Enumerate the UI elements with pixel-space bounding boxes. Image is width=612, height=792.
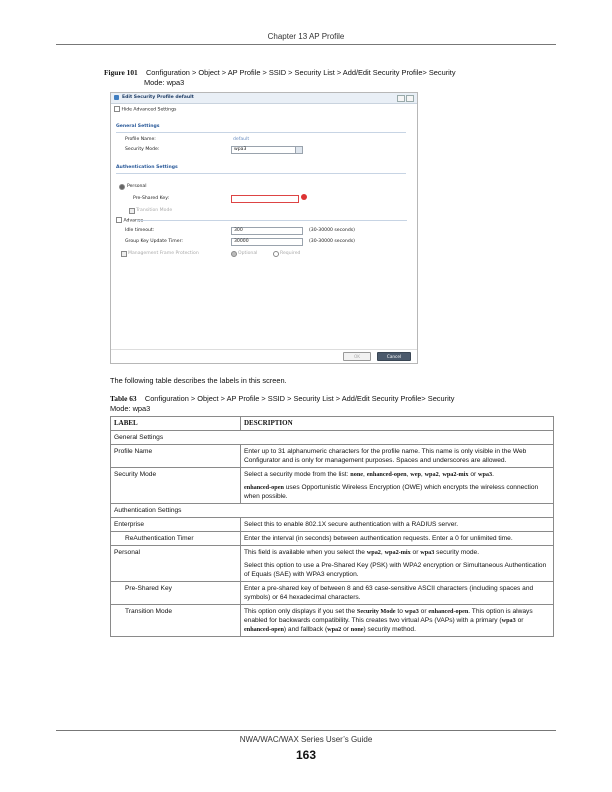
row-description: Select a security mode from the list: none, enhanced-open, wep, wpa2, wpa2-mix or wpa3. enhanced-open uses Opportunistic Wireless Encryption (OWE) which encrypts the wireless connection when possible. [241,468,554,504]
gk-timer-label: Group Key Update Timer: [125,239,183,244]
row-label: Profile Name [111,445,241,468]
personal-radio[interactable] [119,184,125,190]
auth-settings-heading: Authentication Settings [116,165,178,170]
edit-icon [114,95,119,100]
gk-timer-range: (30-30000 seconds) [309,239,355,244]
row-description: Enter a pre-shared key of between 8 and 63 case-sensitive ASCII characters (including spaces and symbols) or 64 hexadecimal characters. [241,582,554,605]
table-row [111,605,554,637]
table-row [111,582,554,605]
header-rule [56,44,556,45]
table-row [111,468,554,504]
security-mode-select[interactable]: wpa3 [231,146,303,154]
section-rule [116,132,406,133]
hide-advanced-link[interactable]: Hide Advanced Settings [114,106,176,113]
advance-toggle[interactable]: Advance [116,217,143,224]
row-label: ReAuthentication Timer [111,532,241,546]
row-description: Enter up to 31 alphanumeric characters for the profile name. This name is only visible in the Web Configurator and is only for management purposes. Spaces and underscores are allowed. [241,445,554,468]
transition-mode-label: Transition Mode [136,208,173,213]
personal-label: Personal [127,184,147,189]
table-label: Table 63 [110,394,137,403]
intro-text: The following table describes the labels in this screen. [110,376,287,385]
transition-mode-checkbox[interactable] [129,208,135,214]
security-mode-label: Security Mode: [125,147,160,152]
dialog-title: Edit Security Profile default [122,95,194,100]
error-icon [301,194,307,200]
table-header-row [111,417,554,431]
optional-label: Optional [238,251,258,256]
required-radio[interactable] [273,251,279,257]
general-settings-heading: General Settings [116,124,160,129]
footer-guide: NWA/WAC/WAX Series User’s Guide [239,735,373,744]
section-row-general: General Settings [111,431,554,445]
row-description: This option only displays if you set the Security Mode to wpa3 or enhanced-open. This option is always enabled for backwards compatibility. This creates two virtual APs (VAPs) with a primary (wpa3 or enhanced-open) and fallback (wpa2 or none) security method. [241,605,554,637]
row-description: Select this to enable 802.1X secure authentication with a RADIUS server. [241,518,554,532]
screenshot-dialog [110,92,418,364]
table-caption-line2: Mode: wpa3 [110,404,151,413]
figure-caption-line2: Mode: wpa3 [144,78,185,87]
dialog-titlebar [111,93,417,104]
figure-caption [104,68,554,88]
cancel-button[interactable]: Cancel [377,352,411,361]
table-row [111,532,554,546]
chapter-header: Chapter 13 AP Profile [267,32,345,41]
table-row [111,445,554,468]
profile-name-label: Profile Name: [125,137,156,142]
required-label: Required [280,251,301,256]
idle-timeout-input[interactable]: 300 [231,227,303,235]
row-description: Enter the interval (in seconds) between authentication requests. Enter a 0 for unlimited time. [241,532,554,546]
row-label: Personal [111,546,241,582]
table-row [111,518,554,532]
table-row [111,546,554,582]
footer-rule [56,730,556,731]
advance-rule [137,220,407,221]
table-caption [110,394,550,414]
button-bar-rule [111,349,417,350]
help-icon[interactable] [397,95,405,102]
page-number: 163 [295,748,317,762]
section-rule [116,173,406,174]
row-label: Security Mode [111,468,241,504]
psk-label: Pre-Shared Key: [133,196,170,201]
chevron-down-icon [295,147,302,153]
row-label: Transition Mode [111,605,241,637]
row-description: This field is available when you select the wpa2, wpa2-mix or wpa3 security mode. Select this option to use a Pre-Shared Key (PSK) with WPA2 encryption or Simultaneous Authentication of Equals (SAE) with WPA3 encryption. [241,546,554,582]
row-label: Enterprise [111,518,241,532]
mfp-label: Management Frame Protection [128,251,199,256]
labels-table [110,416,554,637]
figure-label: Figure 101 [104,68,138,77]
label-header: LABEL [111,417,241,431]
description-header: DESCRIPTION [241,417,554,431]
table-row [111,431,554,445]
mfp-checkbox[interactable] [121,251,127,257]
collapse-icon [116,217,122,223]
optional-radio[interactable] [231,251,237,257]
profile-name-value: default [233,137,250,142]
table-row [111,504,554,518]
idle-timeout-range: (30-30000 seconds) [309,228,355,233]
psk-input[interactable] [231,195,299,203]
figure-caption-line1: Configuration > Object > AP Profile > SSID > Security List > Add/Edit Security Profile> Security [145,68,456,77]
table-caption-line1: Configuration > Object > AP Profile > SSID > Security List > Add/Edit Security Profile> Security [144,394,455,403]
row-label: Pre-Shared Key [111,582,241,605]
ok-button[interactable]: OK [343,352,371,361]
close-icon[interactable] [406,95,414,102]
idle-timeout-label: Idle timeout: [125,228,155,233]
gk-timer-input[interactable]: 30000 [231,238,303,246]
section-row-auth: Authentication Settings [111,504,554,518]
